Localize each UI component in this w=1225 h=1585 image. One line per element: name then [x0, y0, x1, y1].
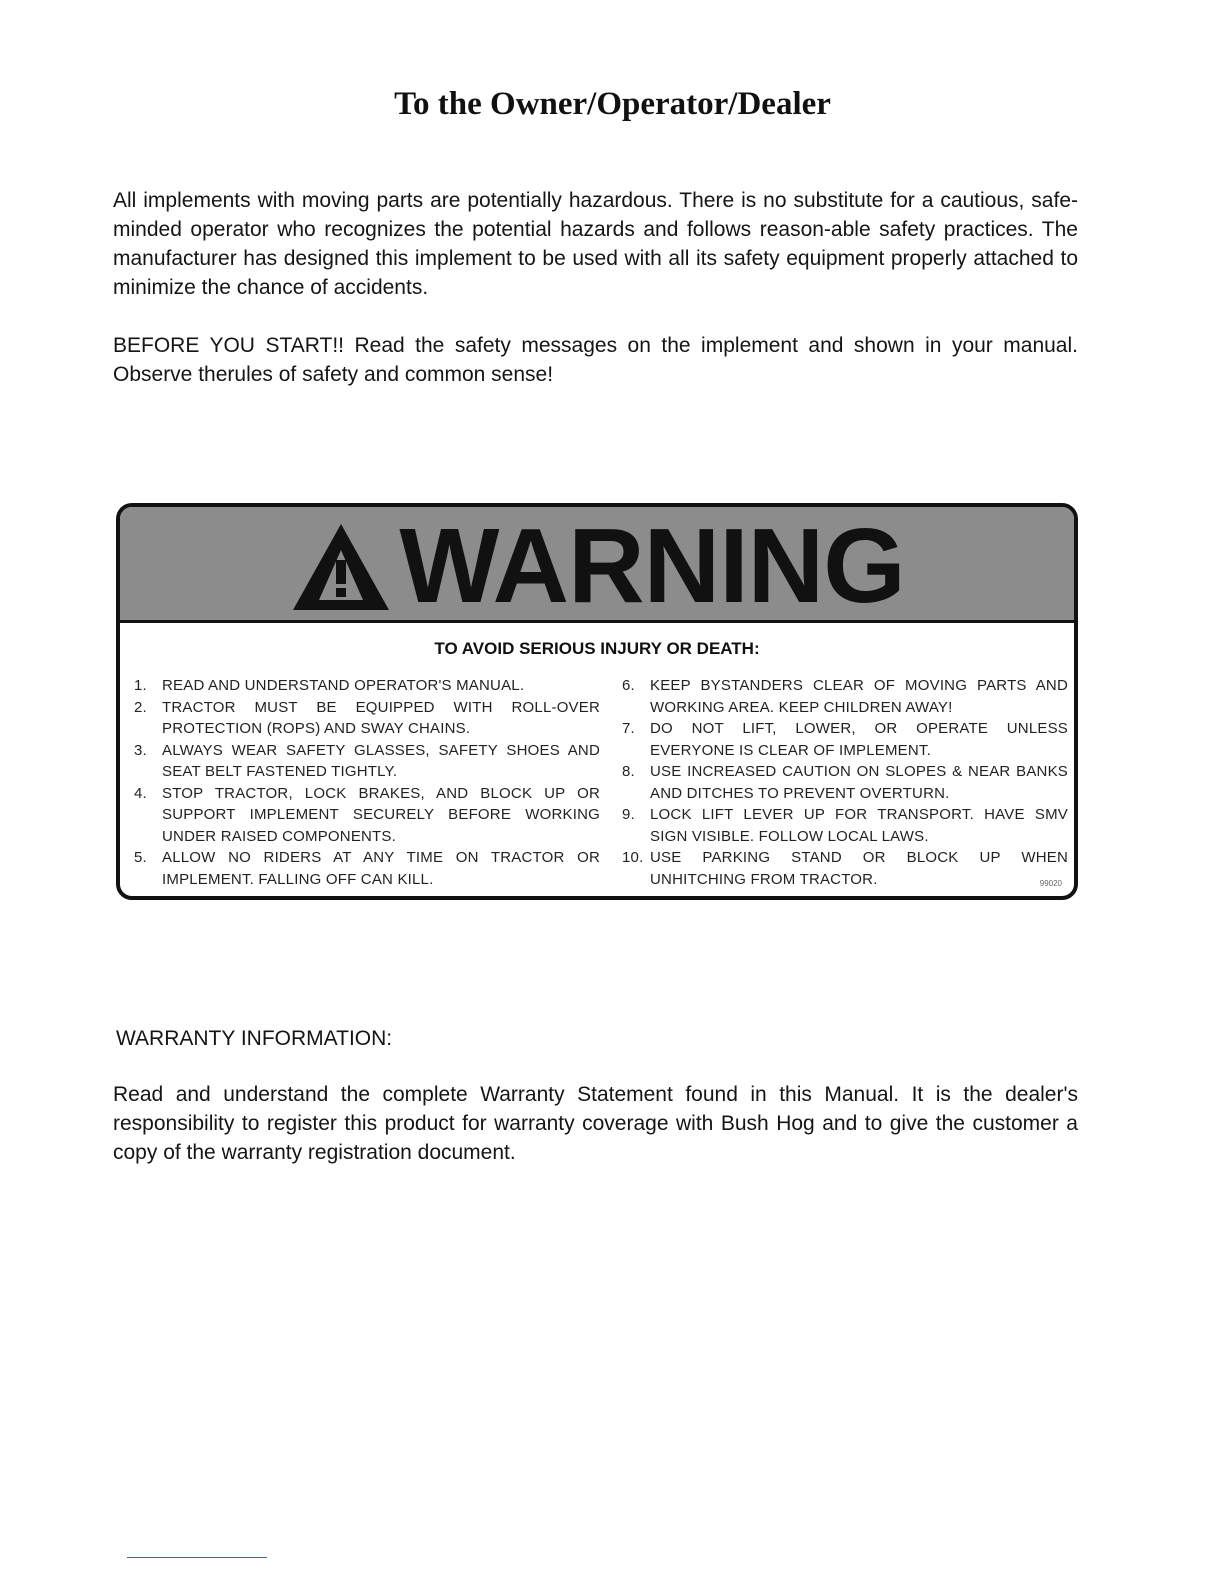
warning-item: 3. ALWAYS WEAR SAFETY GLASSES, SAFETY SHOES AND SEAT BELT FASTENED TIGHTLY.: [134, 741, 600, 780]
intro-paragraph: All implements with moving parts are potentially hazardous. There is no substitute for a cautious, safe-minded operator who recognizes the potential hazards and follows reason-able safety practices. The manufacturer has designed this implement to be used with all its safety equipment properly attached to minimize the chance of accidents.: [113, 189, 1078, 299]
warning-item: 1. READ AND UNDERSTAND OPERATOR'S MANUAL.: [134, 677, 525, 694]
warning-decal: [116, 503, 1078, 900]
decal-part-number: 99020: [1039, 879, 1062, 888]
warranty-paragraph: Read and understand the complete Warranty Statement found in this Manual. It is the dealer's responsibility to register this product for warranty coverage with Bush Hog and to give the customer a copy of the warranty registration document.: [113, 1083, 1078, 1164]
warning-item: 8. USE INCREASED CAUTION ON SLOPES & NEAR BANKS AND DITCHES TO PREVENT OVERTURN.: [622, 763, 1068, 802]
warning-item: 10. USE PARKING STAND OR BLOCK UP WHEN UNHITCHING FROM TRACTOR.: [622, 849, 1068, 888]
warning-header: [120, 507, 1074, 623]
page-title: To the Owner/Operator/Dealer: [394, 86, 831, 122]
warning-item: 2. TRACTOR MUST BE EQUIPPED WITH ROLL-OVER PROTECTION (ROPS) AND SWAY CHAINS.: [134, 698, 600, 737]
warning-items-left: [134, 675, 600, 890]
before-you-start-paragraph: BEFORE YOU START!! Read the safety messages on the implement and shown in your manual. Observe therules of safety and common sense!: [113, 334, 1078, 386]
warning-item: 4. STOP TRACTOR, LOCK BRAKES, AND BLOCK UP OR SUPPORT IMPLEMENT SECURELY BEFORE WORKING UNDER RAISED COMPONENTS.: [134, 784, 600, 845]
warning-item: 5. ALLOW NO RIDERS AT ANY TIME ON TRACTOR OR IMPLEMENT. FALLING OFF CAN KILL.: [134, 849, 600, 888]
warning-items-right: [622, 675, 1068, 890]
warning-item: 9. LOCK LIFT LEVER UP FOR TRANSPORT. HAVE SMV SIGN VISIBLE. FOLLOW LOCAL LAWS.: [622, 806, 1068, 845]
warning-subheading: TO AVOID SERIOUS INJURY OR DEATH:: [434, 639, 760, 658]
warning-word: WARNING: [399, 506, 905, 625]
footnote-separator: [127, 1557, 267, 1558]
warranty-heading: WARRANTY INFORMATION:: [116, 1027, 393, 1050]
warning-item: 6. KEEP BYSTANDERS CLEAR OF MOVING PARTS AND WORKING AREA. KEEP CHILDREN AWAY!: [622, 677, 1068, 716]
warning-item: 7. DO NOT LIFT, LOWER, OR OPERATE UNLESS EVERYONE IS CLEAR OF IMPLEMENT.: [622, 720, 1068, 759]
warning-triangle-icon: [289, 520, 393, 614]
